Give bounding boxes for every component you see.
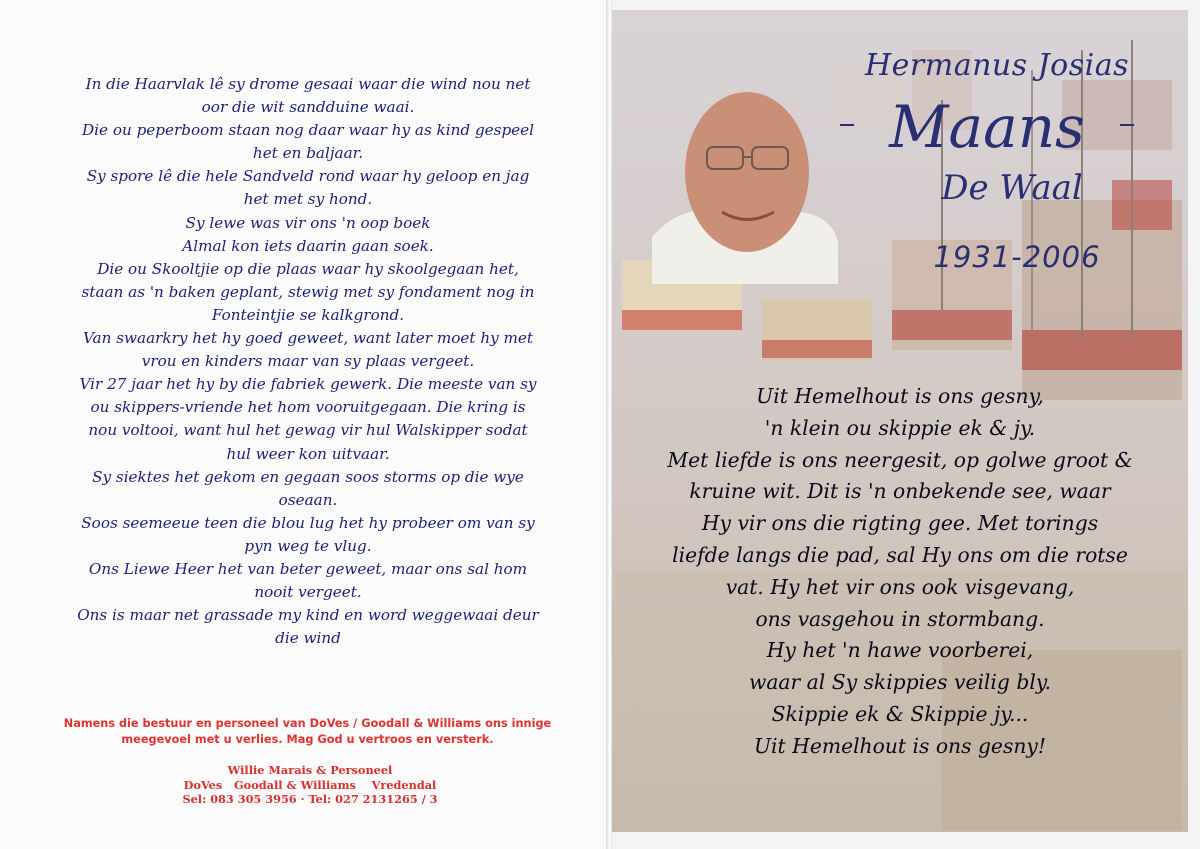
- poem-line: Fonteintjie se kalkgrond.: [211, 305, 405, 324]
- deceased-surname: Maans: [889, 93, 1085, 161]
- life-years: 1931-2006: [933, 240, 1101, 274]
- deceased-maiden-name: De Waal: [941, 168, 1083, 208]
- poem-line: Sy siektes het gekom en gegaan soos storms op die wye: [92, 467, 524, 486]
- poem-line: Sy lewe was vir ons 'n oop boek: [185, 213, 431, 232]
- verse-line: Skippie ek & Skippie jy...: [771, 701, 1029, 726]
- poem-line: nooit vergeet.: [254, 583, 362, 602]
- verse-line: vat. Hy het vir ons ook visgevang,: [725, 574, 1075, 599]
- verse-line: kruine wit. Dit is 'n onbekende see, waar: [689, 479, 1111, 504]
- poem-line: In die Haarvlak lê sy drome gesaai waar die wind nou net: [85, 75, 531, 93]
- verse-line: Hy het 'n hawe voorberei,: [766, 638, 1034, 663]
- poem-line: Die ou peperboom staan nog daar waar hy as kind gespeel: [81, 121, 535, 140]
- memorial-verse: [630, 381, 1170, 763]
- poem-line: Sy spore lê die hele Sandveld rond waar hy geloop en jag: [86, 167, 530, 186]
- verse-line: Uit Hemelhout is ons gesny,: [756, 384, 1044, 408]
- poem-line: vrou en kinders maar van sy plaas vergeet.: [141, 352, 475, 371]
- poem-line: staan as 'n baken geplant, stewig met sy fondament nog in: [81, 282, 535, 301]
- right-panel: [612, 10, 1188, 832]
- verse-line: Hy vir ons die rigting gee. Met torings: [701, 511, 1099, 536]
- poem-line: oor die wit sandduine waai.: [201, 98, 415, 117]
- poem-line: oseaan.: [278, 490, 338, 509]
- poem-line: het en baljaar.: [252, 144, 364, 163]
- poem-line: Soos seemeeue teen die blou lug het hy probeer om van sy: [81, 513, 535, 532]
- verse-line: 'n klein ou skippie ek & jy.: [764, 415, 1036, 440]
- poem-line: het met sy hond.: [243, 190, 373, 209]
- poem-line: Vir 27 jaar het hy by die fabriek gewerk. Die meeste van sy: [79, 375, 537, 394]
- poem-line: Ons is maar net grassade my kind en word weggewaai deur: [77, 606, 539, 625]
- poem-line: ou skippers-vriende het hom vooruitgegaan. Die kring is: [90, 398, 526, 417]
- poem-line: pyn weg te vlug.: [244, 536, 372, 555]
- sender-signoff: [150, 763, 470, 807]
- condolence-message: Namens die bestuur en personeel van DoVes / Goodall & Williams ons innige meegevoel met u verlies. Mag God u vertroos en versterk.: [63, 717, 552, 746]
- poem-line: hul weer kon uitvaar.: [226, 444, 390, 463]
- deceased-first-names: Hermanus Josias: [864, 48, 1130, 83]
- signoff-line: Willie Marais & Personeel: [227, 763, 393, 777]
- signoff-line: Sel: 083 305 3956 · Tel: 027 2131265 / 3: [182, 792, 438, 806]
- portrait-photo-icon: [652, 62, 838, 284]
- poem-line: Almal kon iets daarin gaan soek.: [182, 236, 434, 255]
- poem-line: Die ou Skooltjie op die plaas waar hy skoolgegaan het,: [97, 259, 519, 278]
- verse-line: waar al Sy skippies veilig bly.: [748, 670, 1052, 695]
- tribute-poem: [58, 73, 558, 650]
- signoff-line: DoVes Goodall & Williams Vredendal: [183, 777, 437, 792]
- poem-line: Ons Liewe Heer het van beter geweet, maar ons sal hom: [88, 559, 528, 578]
- poem-line: nou voltooi, want hul het gewag vir hul Walskipper sodat: [88, 421, 528, 440]
- verse-line: liefde langs die pad, sal Hy ons om die rotse: [672, 542, 1128, 567]
- verse-line: Met liefde is ons neergesit, op golwe groot &: [667, 447, 1133, 472]
- verse-line: ons vasgehou in stormbang.: [755, 606, 1045, 631]
- poem-line: die wind: [275, 629, 341, 648]
- verse-line: Uit Hemelhout is ons gesny!: [753, 733, 1047, 758]
- poem-line: Van swaarkry het hy goed geweet, want later moet hy met: [82, 329, 533, 348]
- title-dash-right: [1120, 124, 1134, 126]
